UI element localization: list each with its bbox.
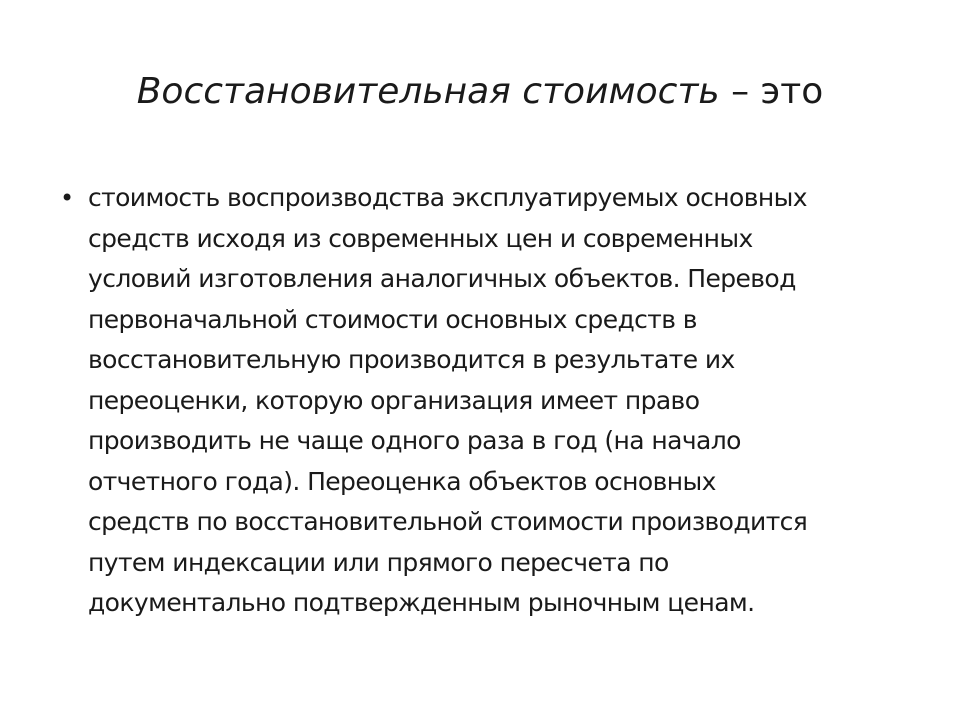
bullet-line: средств исходя из современных цен и современных <box>88 223 753 253</box>
bullet-line: отчетного года). Переоценка объектов основных <box>88 466 716 496</box>
bullet-line: стоимость воспроизводства эксплуатируемых основных <box>88 183 807 212</box>
bullet-line: производить не чаще одного раза в год (на начало <box>88 426 741 455</box>
bullet-marker: • <box>60 184 75 212</box>
title-normal-part: – это <box>719 71 824 112</box>
bullet-line: восстановительную производится в результате их <box>88 345 735 374</box>
bullet-line: первоначальной стоимости основных средств в <box>88 304 697 334</box>
bullet-line: переоценки, которую организация имеет право <box>88 385 700 415</box>
bullet-line: документально подтвержденным рыночным ценам. <box>88 588 755 617</box>
bullet-line: условий изготовления аналогичных объектов. Перевод <box>88 264 796 293</box>
bullet-text <box>88 178 918 624</box>
title-italic-part: Восстановительная стоимость <box>136 71 720 112</box>
slide-title <box>48 62 912 122</box>
bullet-line: средств по восстановительной стоимости производится <box>88 507 808 536</box>
bullet-line: путем индексации или прямого пересчета по <box>88 547 669 577</box>
